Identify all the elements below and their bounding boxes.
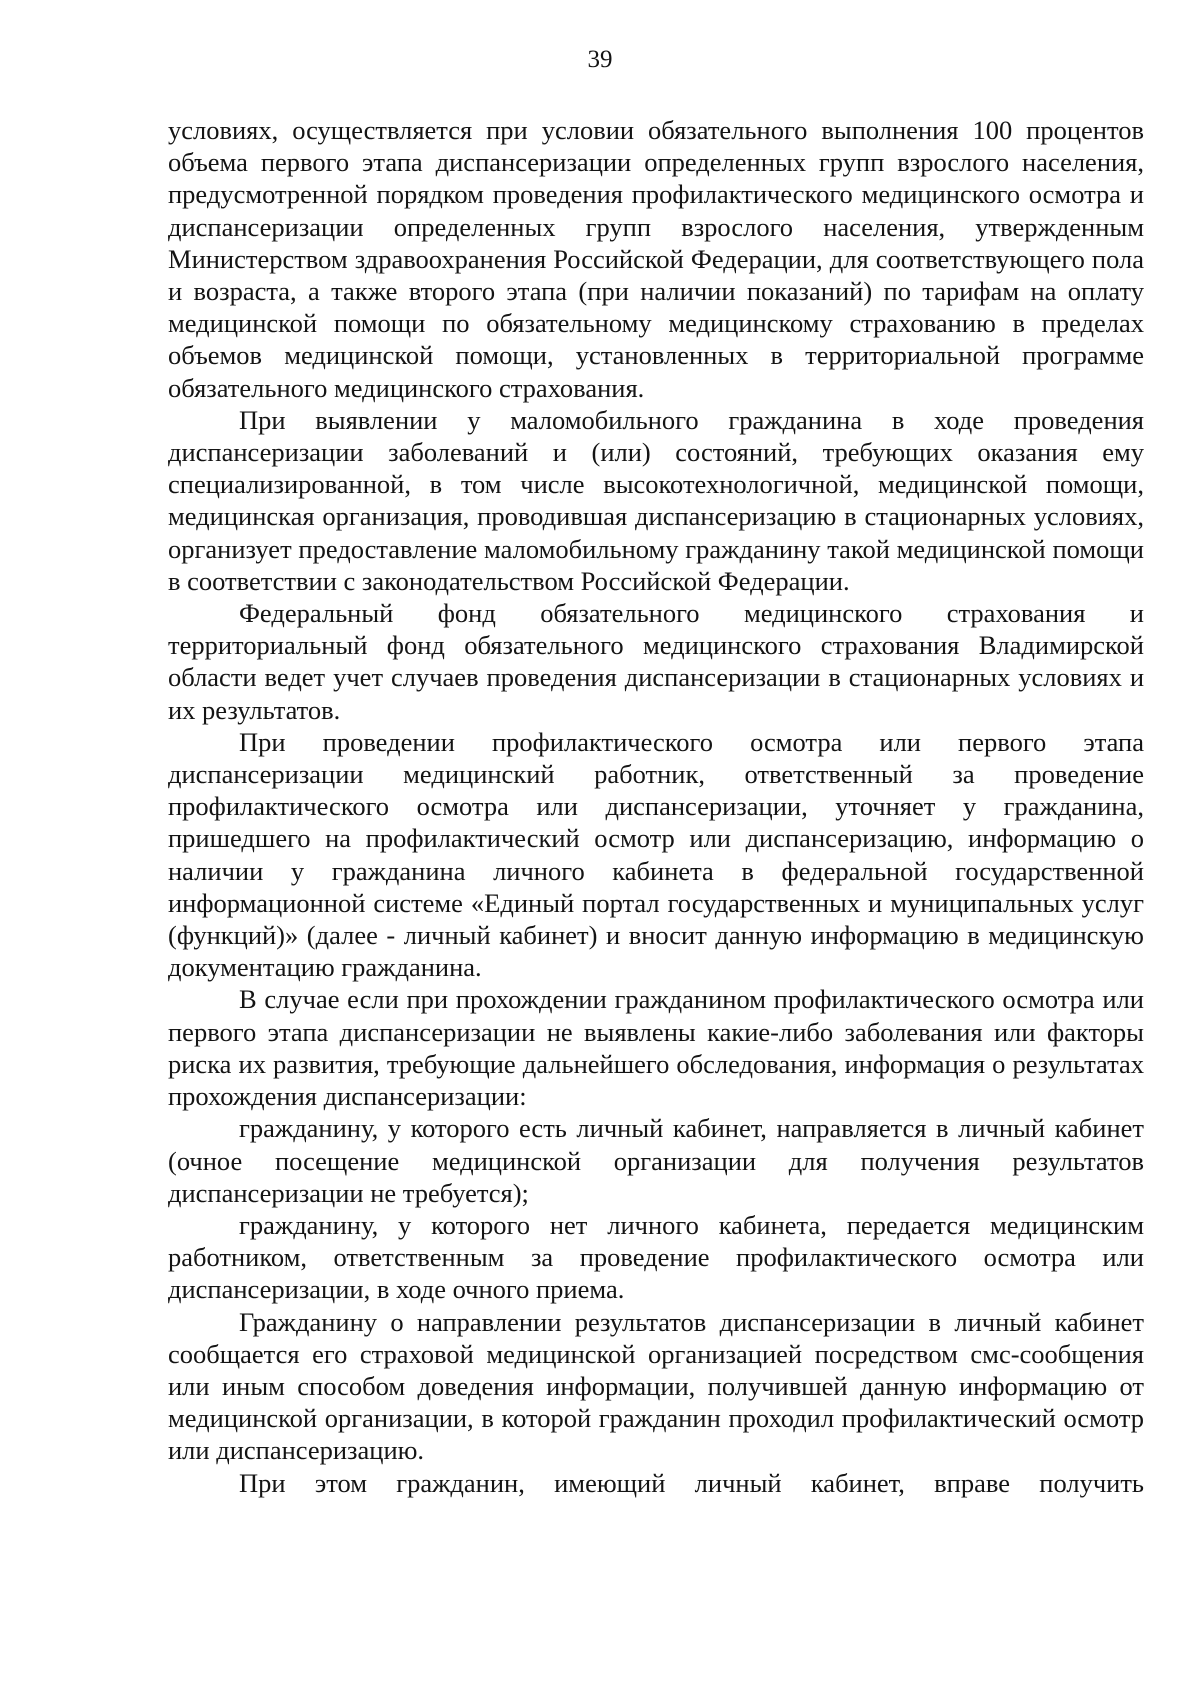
paragraph-final-fragment: При этом гражданин, имеющий личный кабинет, вправе получить [239,1467,1144,1498]
paragraph-continuation: условиях, осуществляется при условии обязательного выполнения 100 процентов объема первого этапа диспансеризации определенных групп взрослого населения, предусмотренной порядком проведения профилактического медицинского осмотра и диспансеризации определенных групп взрослого населения, утвержденным Министерством здравоохранения Российской Федерации, для соответствующего пола и возраста, а также второго этапа (при наличии показаний) по тарифам на оплату медицинской помощи по обязательному медицинскому страхованию в пределах объемов медицинской помощи, установленных в территориальной программе обязательного медицинского страхования. [168,115,1144,403]
paragraph-personal-account-check: При проведении профилактического осмотра или первого этапа диспансеризации медицинский работник, ответственный за проведение профилактического осмотра или диспансеризации, уточняет у гражданина, пришедшего на профилактический осмотр или диспансеризацию, информацию о наличии у гражданина личного кабинета в федеральной государственной информационной системе «Единый портал государственных и муниципальных услуг (функций)» (далее - личный кабинет) и вносит данную информацию в медицинскую документацию гражданина. [168,726,1144,983]
paragraph-sms-notification: Гражданину о направлении результатов диспансеризации в личный кабинет сообщается его страховой медицинской организацией посредством смс-сообщения или иным способом доведения информации, получившей данную информацию от медицинской организации, в которой гражданин проходил профилактический осмотр или диспансеризацию. [168,1306,1144,1466]
document-body [168,114,1144,1499]
paragraph-immobile-citizen-care: При выявлении у маломобильного гражданина в ходе проведения диспансеризации заболеваний и (или) состояний, требующих оказания ему специализированной, в том числе высокотехнологичной, медицинской помощи, медицинская организация, проводившая диспансеризацию в стационарных условиях, организует предоставление маломобильному гражданину такой медицинской помощи в соответствии с законодательством Российской Федерации. [168,404,1144,596]
paragraph-insurance-fund-accounting: Федеральный фонд обязательного медицинского страхования и территориальный фонд обязательного медицинского страхования Владимирской области ведет учет случаев проведения диспансеризации в стационарных условиях и их результатов. [168,598,1144,725]
paragraph-with-personal-account: гражданину, у которого есть личный кабинет, направляется в личный кабинет (очное посещение медицинской организации для получения результатов диспансеризации не требуется); [168,1113,1144,1208]
paragraph-results-delivery: В случае если при прохождении гражданином профилактического осмотра или первого этапа диспансеризации не выявлены какие-либо заболевания или факторы риска их развития, требующие дальнейшего обследования, информация о результатах прохождения диспансеризации: [168,984,1144,1112]
paragraph-without-personal-account: гражданину, у которого нет личного кабинета, передается медицинским работником, ответственным за проведение профилактического осмотра или диспансеризации, в ходе очного приема. [168,1209,1144,1305]
page-number: 39 [587,46,613,73]
